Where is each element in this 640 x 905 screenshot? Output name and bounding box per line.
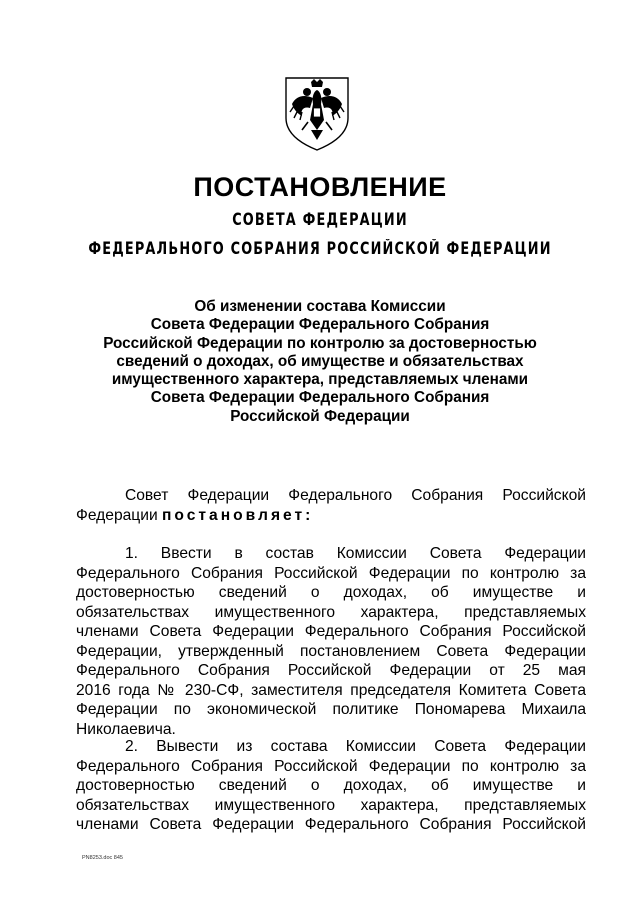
item-1-paragraph [76, 544, 586, 739]
paragraph-line: обязательствах имущественного характера, представляемых [76, 796, 586, 814]
paragraph-line: Совет Федерации Федерального Собрания Российской [125, 487, 586, 504]
paragraph-line: достоверностью сведений о доходах, об имуществе и [76, 777, 586, 794]
double-headed-eagle-icon [280, 74, 354, 152]
decision-word: постановляет: [162, 506, 314, 524]
paragraph-line: Федерации, утвержденный постановлением Совета Федерации [76, 642, 586, 660]
paragraph-line: Федерального Собрания Российской Федерации по контролю за [76, 564, 586, 582]
paragraph-line: достоверностью сведений о доходах, об имуществе и [76, 584, 586, 601]
paragraph-line [76, 506, 586, 526]
paragraph-line: 2. Вывести из состава Комиссии Совета Федерации [125, 738, 586, 755]
paragraph-line: Федерального Собрания Российской Федерации по контролю за [76, 757, 586, 775]
title-line: Совета Федерации Федерального Собрания [150, 316, 490, 334]
title-line: Совета Федерации Федерального Собрания [150, 389, 490, 407]
document-type-heading: ПОСТАНОВЛЕНИЕ [193, 172, 447, 202]
resolution-title [60, 298, 580, 426]
preamble-paragraph [76, 486, 586, 525]
paragraph-line: членами Совета Федерации Федерального Собрания Российской [76, 623, 586, 640]
paragraph-line: членами Совета Федерации Федерального Собрания Российской [76, 816, 586, 833]
paragraph-line: Николаевича. [76, 720, 176, 738]
paragraph-line: обязательствах имущественного характера, представляемых [76, 603, 586, 621]
issuer-line-1: СОВЕТА ФЕДЕРАЦИИ [232, 210, 408, 229]
title-line: Российской Федерации [230, 407, 410, 425]
title-line: сведений о доходах, об имуществе и обязательствах [116, 352, 524, 370]
title-line: Об изменении состава Комиссии [194, 298, 446, 315]
paragraph-line: Федерального Собрания Российской Федерации от 25 мая [76, 662, 586, 679]
issuer-line-2: ФЕДЕРАЛЬНОГО СОБРАНИЯ РОССИЙСКОЙ ФЕДЕРАЦИИ [88, 239, 552, 258]
title-line: Российской Федерации по контролю за достоверностью [103, 334, 537, 352]
paragraph-line: Федерации по экономической политике Пономарева Михаила [76, 701, 586, 718]
document-file-code: PN8253.doc 845 [82, 855, 123, 861]
coat-of-arms-emblem [280, 74, 354, 152]
item-2-paragraph [76, 737, 586, 835]
title-line: имущественного характера, представляемых членами [111, 371, 529, 389]
paragraph-line: 2016 года № 230-СФ, заместителя председателя Комитета Совета [76, 681, 586, 699]
preamble-start: Федерации [76, 506, 162, 524]
paragraph-line: 1. Ввести в состав Комиссии Совета Федерации [125, 545, 586, 562]
